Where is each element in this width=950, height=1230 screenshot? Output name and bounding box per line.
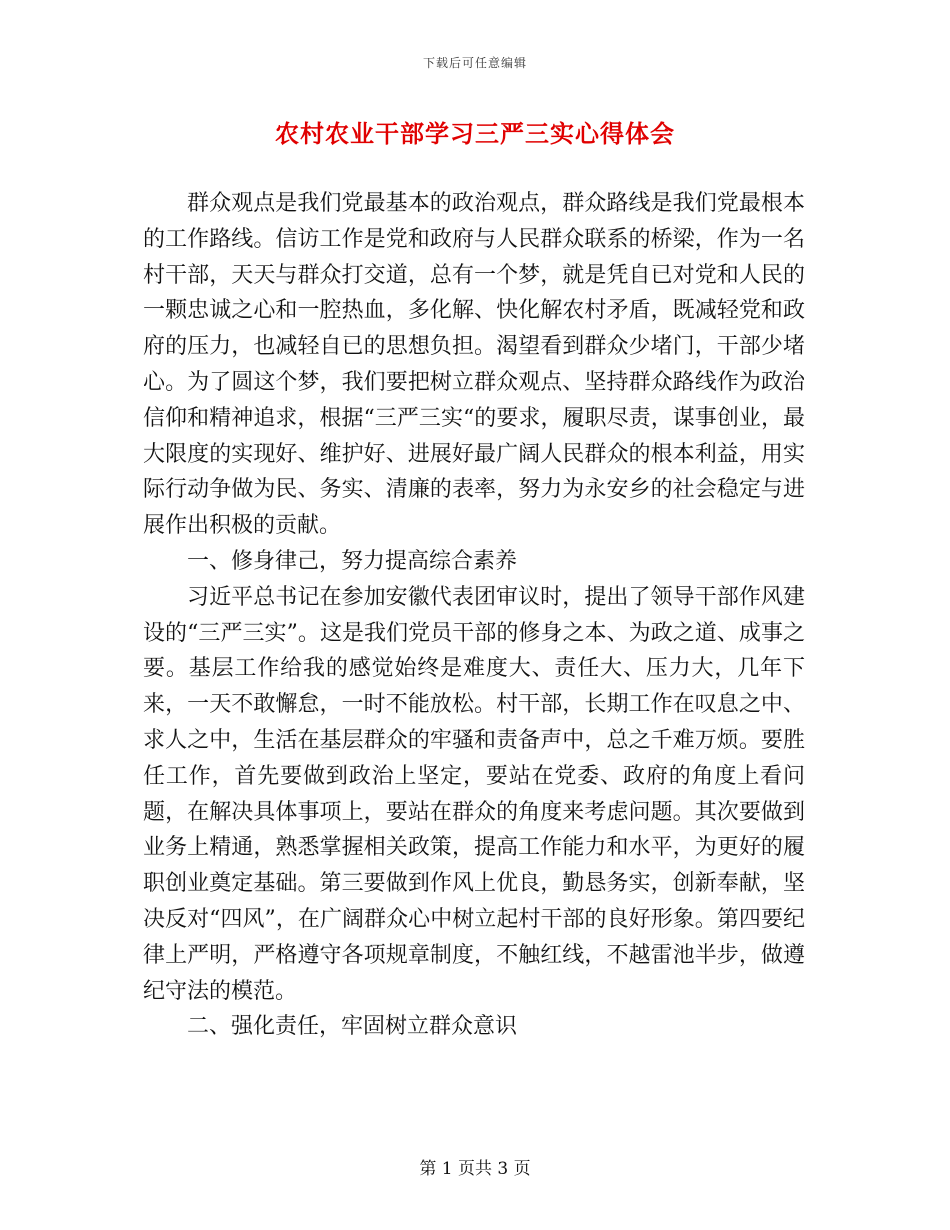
paragraph-section-1: 习近平总书记在参加安徽代表团审议时，提出了领导干部作风建设的“三严三实”。这是我们党员干部的修身之本、为政之道、成事之要。基层工作给我的感觉始终是难度大、责任大、压力大，几年下来，一天不敢懈怠，一时不能放松。村干部，长期工作在叹息之中、求人之中，生活在基层群众的牢骚和责备声中，总之千难万烦。要胜任工作，首先要做到政治上坚定，要站在党委、政府的角度上看问题，在解决具体事项上，要站在群众的角度来考虑问题。其次要做到业务上精通，熟悉掌握相关政策，提高工作能力和水平，为更好的履职创业奠定基础。第三要做到作风上优良，勤恳务实，创新奉献，坚决反对“四风”，在广阔群众心中树立起村干部的良好形象。第四要纪律上严明，严格遵守各项规章制度，不触红线，不越雷池半步，做遵纪守法的模范。 [143,584,805,1004]
document-title: 农村农业干部学习三严三实心得体会 [275,119,675,148]
document-body [143,186,805,1045]
header-note: 下载后可任意编辑 [422,56,527,70]
section-heading-1: 一、修身律己，努力提高综合素养 [187,548,518,574]
paragraph-intro: 群众观点是我们党最基本的政治观点，群众路线是我们党最根本的工作路线。信访工作是党和政府与人民群众联系的桥梁，作为一名村干部，天天与群众打交道，总有一个梦，就是凭自已对党和人民的一颗忠诚之心和一腔热血，多化解、快化解农村矛盾，既减轻党和政府的压力，也减轻自已的思想负担。渴望看到群众少堵门，干部少堵心。为了圆这个梦，我们要把树立群众观点、坚持群众路线作为政治信仰和精神追求，根据“三严三实“的要求，履职尽责，谋事创业，最大限度的实现好、维护好、进展好最广阔人民群众的根本利益，用实际行动争做为民、务实、清廉的表率，努力为永安乡的社会稳定与进展作出积极的贡献。 [143,191,805,539]
section-heading-2: 二、强化责任，牢固树立群众意识 [187,1014,518,1040]
page-footer: 第 1 页共 3 页 [419,1159,531,1179]
